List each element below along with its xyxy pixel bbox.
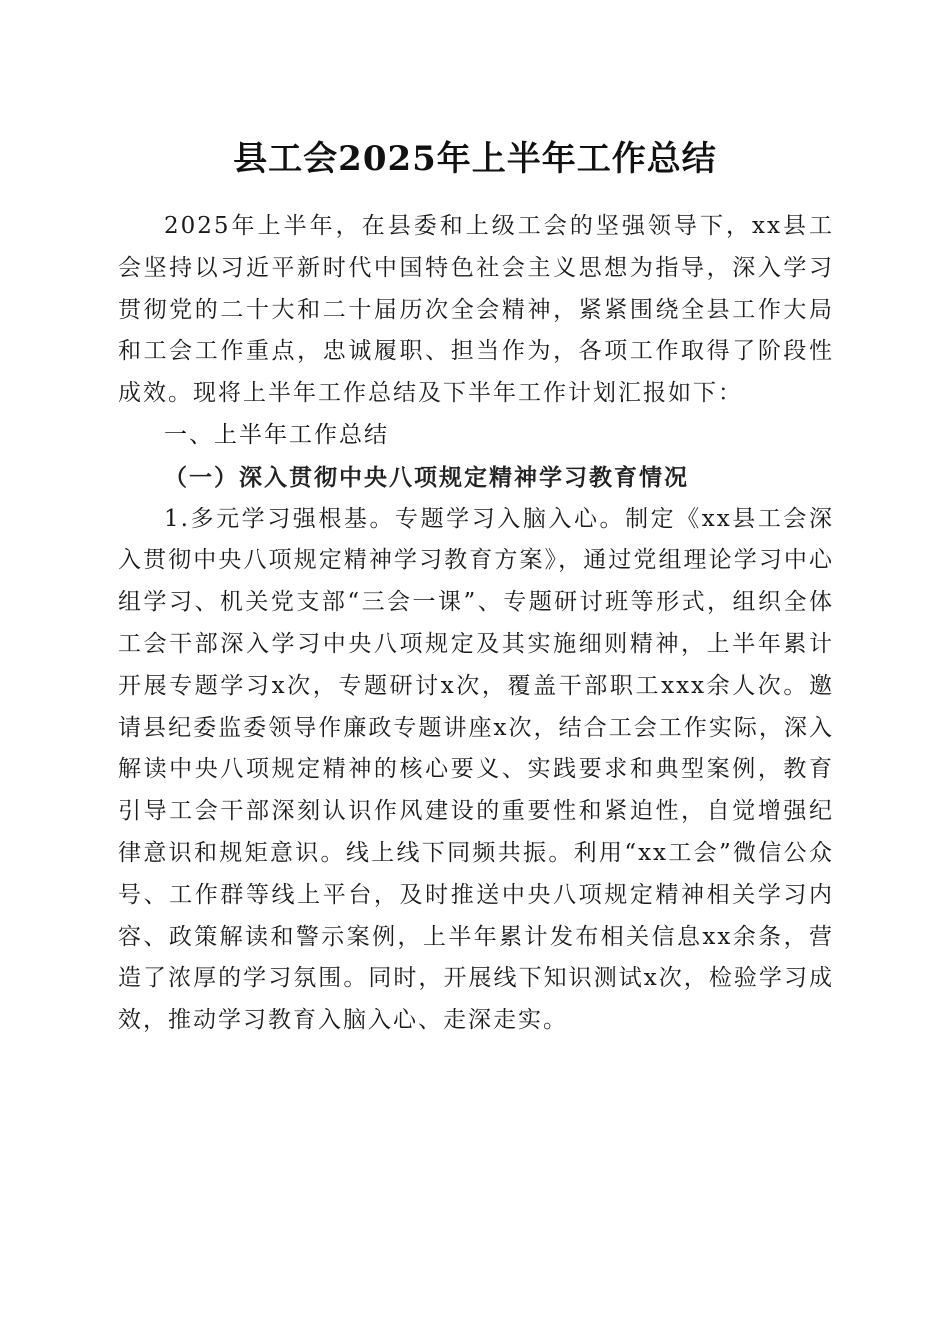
section-heading: 一、上半年工作总结 xyxy=(164,421,389,448)
subsection-heading: （一）深入贯彻中央八项规定精神学习教育情况 xyxy=(164,463,689,491)
document-body xyxy=(118,206,834,1042)
document-title: 县工会2025年上半年工作总结 xyxy=(233,139,717,179)
body-paragraph: 1.多元学习强根基。专题学习入脑入心。制定《xx县工会深入贯彻中央八项规定精神学习教育方案》，通过党组理论学习中心组学习、机关党支部“三会一课”、专题研讨班等形式，组织全体工会干部深入学习中央八项规定及其实施细则精神，上半年累计开展专题学习x次，专题研讨x次，覆盖干部职工xxx余人次。邀请县纪委监委领导作廉政专题讲座x次，结合工会工作实际，深入解读中央八项规定精神的核心要义、实践要求和典型案例，教育引导工会干部深刻认识作风建设的重要性和紧迫性，自觉增强纪律意识和规矩意识。线上线下同频共振。利用“xx工会”微信公众号、工作群等线上平台，及时推送中央八项规定精神相关学习内容、政策解读和警示案例，上半年累计发布相关信息xx余条，营造了浓厚的学习氛围。同时，开展线下知识测试x次，检验学习成效，推动学习教育入脑入心、走深走实。 xyxy=(118,505,834,1034)
intro-paragraph: 2025年上半年，在县委和上级工会的坚强领导下，xx县工会坚持以习近平新时代中国特色社会主义思想为指导，深入学习贯彻党的二十大和二十届历次全会精神，紧紧围绕全县工作大局和工会工作重点，忠诚履职、担当作为，各项工作取得了阶段性成效。现将上半年工作总结及下半年工作计划汇报如下： xyxy=(118,213,834,407)
